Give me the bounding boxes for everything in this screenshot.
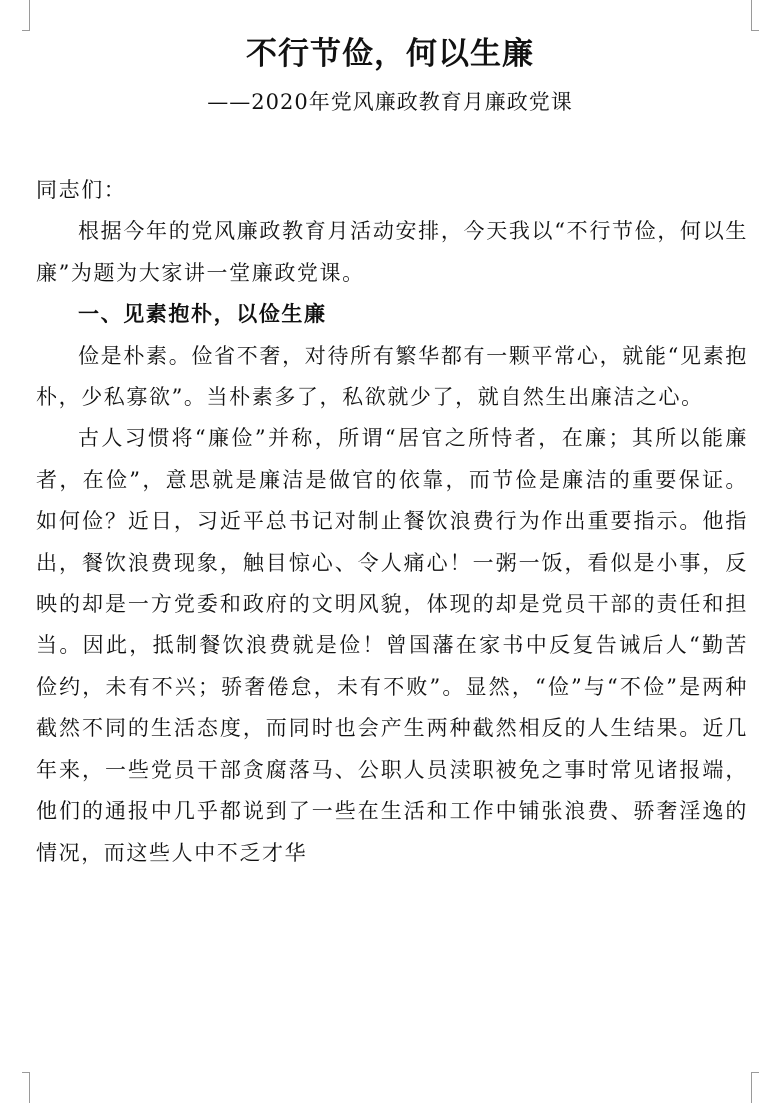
body-paragraph-2: 古人习惯将“廉俭”并称，所谓“居官之所恃者，在廉；其所以能廉者，在俭”，意思就是廉洁是做官的依靠，而节俭是廉洁的重要保证。如何俭？近日，习近平总书记对制止餐饮浪费行为作出重要指示。他指出，餐饮浪费现象，触目惊心、令人痛心！一粥一饭，看似是小事，反映的却是一方党委和政府的文明风貌，体现的却是党员干部的责任和担当。因此，抵制餐饮浪费就是俭！曾国藩在家书中反复告诫后人“勤苦俭约，未有不兴；骄奢倦怠，未有不败”。显然，“俭”与“不俭”是两种截然不同的生活态度，而同时也会产生两种截然相反的人生结果。近几年来，一些党员干部贪腐落马、公职人员渎职被免之事时常见诸报端，他们的通报中几乎都说到了一些在生活和工作中铺张浪费、骄奢淫逸的情况，而这些人中不乏才华 (36, 426, 748, 865)
crop-mark-top-left (22, 0, 30, 31)
crop-mark-bottom-right (751, 1072, 759, 1103)
section-heading: 一、见素抱朴，以俭生廉 (78, 302, 327, 327)
body-paragraph-1: 俭是朴素。俭省不奢，对待所有繁华都有一颗平常心，就能“见素抱朴，少私寡欲”。当朴素多了，私欲就少了，就自然生出廉洁之心。 (36, 343, 748, 410)
document-title: 不行节俭，何以生廉 (246, 36, 534, 72)
crop-mark-bottom-left (22, 1072, 30, 1103)
greeting: 同志们： (36, 178, 127, 202)
crop-mark-top-right (751, 0, 759, 31)
intro-paragraph: 根据今年的党风廉政教育月活动安排，今天我以“不行节俭，何以生廉”为题为大家讲一堂廉政党课。 (36, 219, 748, 285)
document-body (36, 170, 748, 874)
document-subtitle: ——2020年党风廉政教育月廉政党课 (207, 90, 573, 114)
